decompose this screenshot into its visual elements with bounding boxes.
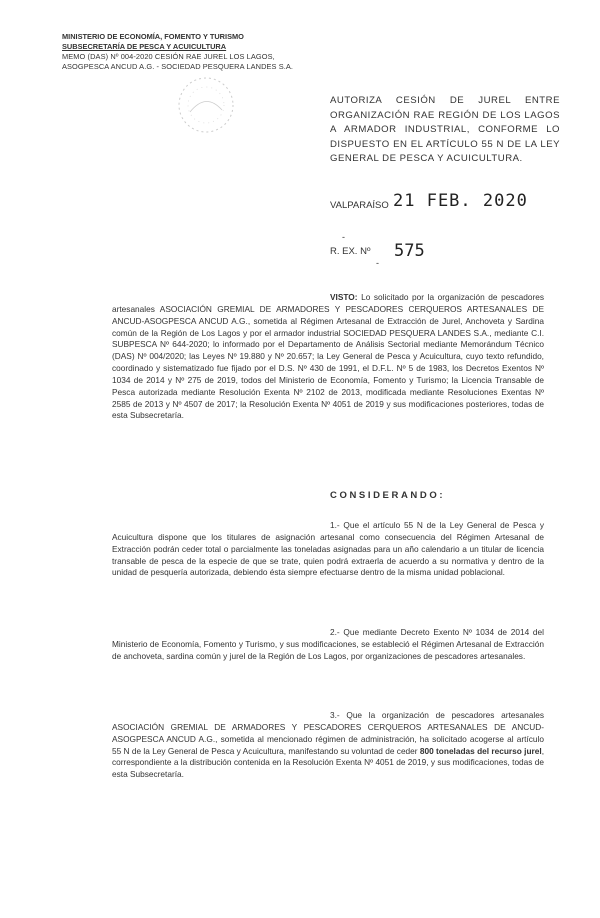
resolution-title: AUTORIZA CESIÓN DE JUREL ENTRE ORGANIZACIÓN RAE REGIÓN DE LOS LAGOS A ARMADOR INDUSTRIAL, CONFORME LO DISPUESTO EN EL ARTÍCULO 55 N DE LA LEY GENERAL DE PESCA Y ACUICULTURA.: [330, 95, 560, 165]
point-3-text-end: , correspondiente a la distribución contenida en la Resolución Exenta Nº 4051 de 2019, y sus modificaciones, todas de esta Subsecretaría.: [112, 745, 544, 780]
considerando-point-2: [112, 627, 544, 663]
memo-reference: MEMO (DAS) Nº 004-2020 CESIÓN RAE JUREL LOS LAGOS,: [62, 52, 275, 61]
place-label: VALPARAÍSO: [330, 200, 389, 211]
point-3-tonnage: 800 toneladas del recurso jurel: [419, 745, 542, 756]
dash-mark: -: [342, 232, 345, 242]
subsecretary-name: SUBSECRETARÍA DE PESCA Y ACUICULTURA: [62, 42, 227, 51]
visto-text: Lo solicitado por la organización de pescadores artesanales ASOCIACIÓN GREMIAL DE ARMADORES Y PESCADORES CERQUEROS ARTESANALES DE ANCUD-ASOGPESCA ANCUD A.G., sometida al Régimen Artesanal de Extracción de Jurel, Anchoveta y Sardina común de la Región de Los Lagos y por el armador industrial SOCIEDAD PESQUERA LANDES S.A., mediante C.I. SUBPESCA Nº 644-2020; lo informado por el Departamento de Análisis Sectorial mediante Memorándum Técnico (DAS) Nº 004/2020; las Leyes Nº 19.880 y Nº 20.657; la Ley General de Pesca y Acuicultura, cuyo texto refundido, coordinado y sistematizado fue fijado por el D.S. Nº 430 de 1991, el D.F.L. Nº 5 de 1983, los Decretos Exentos Nº 1034 de 2014 y Nº 275 de 2019, todos del Ministerio de Economía, Fomento y Turismo; la Licencia Transable de Pesca autorizada mediante Resolución Exenta Nº 2102 de 2013, modificada mediante Resoluciones Exentas Nº 2585 de 2013 y Nº 4507 de 2017; la Resolución Exenta Nº 4051 de 2019 y sus modificaciones posteriores, todas de esta Subsecretaría.: [112, 292, 544, 421]
considerando-point-3: [112, 710, 544, 781]
considerando-heading: CONSIDERANDO:: [330, 490, 446, 501]
resolution-number: 575: [394, 241, 425, 261]
resolution-date: 21 FEB. 2020: [393, 191, 528, 211]
considerando-point-1: [112, 520, 544, 579]
point-2-text: 2.- Que mediante Decreto Exento Nº 1034 de 2014 del Ministerio de Economía, Fomento y Turismo, y sus modificaciones, se estableció el Régimen Artesanal de Extracción de anchoveta, sardina común y jurel de la Región de Los Lagos, por organizaciones de pescadores artesanales.: [112, 627, 544, 661]
letterhead: [62, 32, 293, 72]
point-1-text: 1.- Que el artículo 55 N de la Ley General de Pesca y Acuicultura dispone que los titulares de asignación artesanal como consecuencia del Régimen Artesanal de Extracción podrán ceder total o parcialmente las toneladas asignadas para un año calendario a un titular de licencia transable de pesca de la especie de que se trate, quien podrá extraerla de acuerdo a su normativa y dentro de la unidad de pesquería autorizada, debiendo ésta siempre efectuarse dentro de la misma unidad poblacional.: [112, 520, 544, 578]
resolution-number-label: R. EX. Nº: [330, 246, 371, 257]
visto-paragraph: [112, 292, 544, 422]
faded-seal-stamp: [168, 72, 244, 138]
dash-mark: -: [376, 258, 379, 268]
ministry-name: MINISTERIO DE ECONOMÍA, FOMENTO Y TURISMO: [62, 32, 244, 41]
parties-reference: ASOGPESCA ANCUD A.G. - SOCIEDAD PESQUERA LANDES S.A.: [62, 62, 294, 71]
point-3-text: 3.- Que la organización de pescadores artesanales ASOCIACIÓN GREMIAL DE ARMADORES Y PESCADORES CERQUEROS ARTESANALES DE ANCUD-ASOGPESCA ANCUD A.G., sometida al mencionado régimen de administración, ha solicitado acogerse al artículo 55 N de la Ley General de Pesca y Acuicultura, manifestando su voluntad de ceder: [112, 710, 544, 756]
visto-label: VISTO:: [330, 292, 358, 302]
